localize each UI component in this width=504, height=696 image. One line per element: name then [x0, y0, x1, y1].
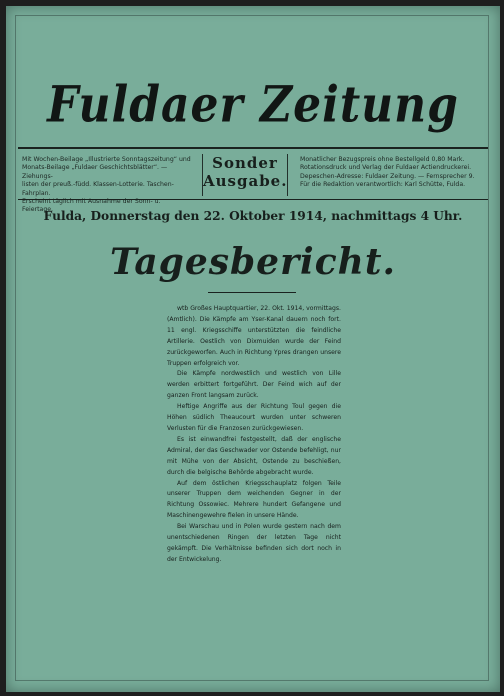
header-left-line: listen der preuß.-füdd. Klassen-Lotterie. Taschen-Fahrplan. [22, 181, 174, 197]
header-bottom-rule [18, 199, 488, 200]
masthead-rule [18, 147, 488, 149]
header-left-line: Mit Wochen-Beilage „Illustrierte Sonntagszeitung“ und [22, 156, 191, 163]
header-right-column [300, 156, 482, 190]
masthead: Fuldaer Zeitung [47, 76, 459, 135]
article-title: Tagesbericht. [110, 241, 396, 283]
header-left-line: Erscheint täglich mit Ausnahme der Sonn- u. Feiertage. [22, 198, 161, 214]
header-right-line: Rotationsdruck und Verlag der Fuldaer Actiendruckerei. [300, 164, 472, 172]
article-paragraph: Bei Warschau und in Polen wurde gestern nach dem unentschiedenen Ringen der letzten Tage nicht gekämpft. Die Verhältnisse befinden sich dort noch in der Entwickelung. [167, 523, 341, 563]
article-paragraph: Die Kämpfe nordwestlich und westlich von Lille werden erbittert fortgeführt. Der Feind wich auf der ganzen Front langsam zurück. [167, 370, 341, 400]
article-paragraph: Auf dem östlichen Kriegsschauplatz folgen Teile unserer Truppen dem weichenden Gegner in der Richtung Ossowiec. Mehrere hundert Gefangene und Maschinengewehre fielen in unsere Hände. [167, 479, 341, 520]
header-right-line: Depeschen-Adresse: Fuldaer Zeitung. — Fernsprecher 9. [300, 172, 475, 180]
edition-label-line1: Sonder [212, 154, 278, 172]
header-right-line: Monatlicher Bezugspreis ohne Bestellgeld 0,80 Mark. [300, 156, 465, 163]
title-rule [208, 292, 296, 293]
header-left-line: Monats-Beilage „Fuldaer Geschichtsblätter“. — Ziehungs- [22, 164, 168, 180]
edition-label-line2: Ausgabe. [203, 172, 288, 190]
edition-label [202, 154, 288, 196]
article-paragraph: wtb Großes Hauptquartier, 22. Okt. 1914, vormittags. (Amtlich). Die Kämpfe am Yser-Kanal dauern noch fort. 11 engl. Kriegsschiffe unterstützten die feindliche Artillerie. Oestlich von Dixmuiden wurde der Feind zurückgeworfen. Auch in Richtung Ypres drangen unsere Truppen erfolgreich vor. [167, 305, 341, 367]
dateline: Fulda, Donnerstag den 22. Oktober 1914, nachmittags 4 Uhr. [43, 209, 463, 223]
newspaper-page [6, 6, 500, 692]
article-paragraph: Heftige Angriffe aus der Richtung Toul gegen die Höhen südlich Theaucourt wurden unter schweren Verlusten für die Franzosen zurückgewiesen. [167, 403, 341, 432]
article-paragraph: Es ist einwandfrei festgestellt, daß der englische Admiral, der das Geschwader vor Ostende befehligt, nur mit Mühe von der Absicht, Ostende zu beschießen, durch die belgische Behörde abgebracht wurde. [167, 435, 341, 476]
article-body [167, 304, 341, 566]
header-right-line: Für die Redaktion verantwortlich: Karl Schütte, Fulda. [300, 181, 466, 189]
header-left-column [22, 156, 192, 215]
